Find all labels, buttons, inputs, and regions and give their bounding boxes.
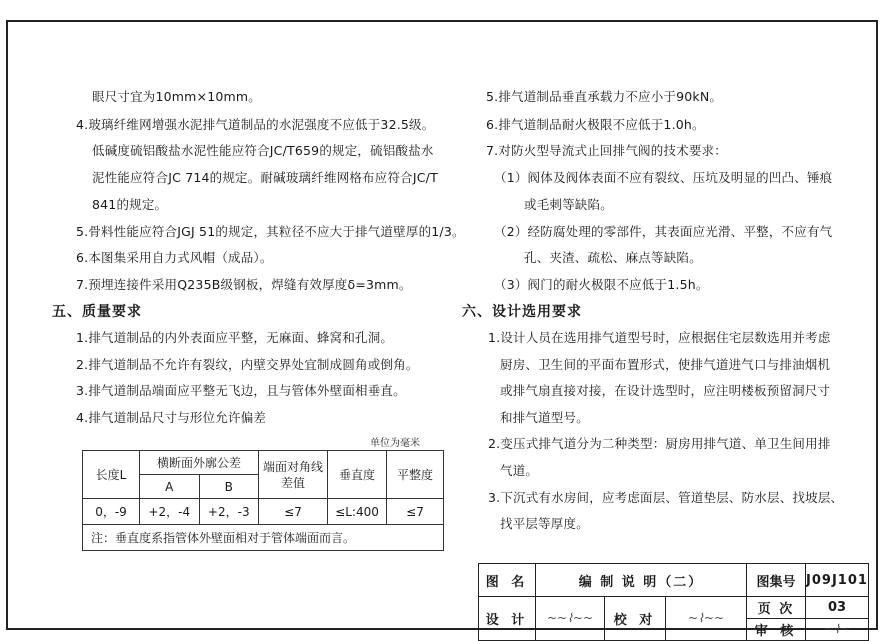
header-flatness: 平整度 (387, 451, 444, 499)
text-line: 厨房、卫生间的平面布置形式，使排气道进气口与排油烟机 (500, 357, 831, 372)
text-line: 眼尺寸宜为10mm×10mm。 (92, 89, 261, 104)
header-b: B (199, 475, 259, 499)
text-line: 6.本图集采用自力式风帽（成品）。 (76, 250, 273, 265)
atlas-number: J09J101 (806, 564, 869, 597)
section-title: 六、设计选用要求 (462, 304, 582, 320)
title-block (478, 563, 869, 641)
text-line: 1.设计人员在选用排气道型号时，应根据住宅层数选用并考虑 (488, 330, 831, 345)
text-line: 低碱度硫铝酸盐水泥性能应符合JC/T659的规定，硫铝酸盐水 (92, 143, 434, 158)
text-line: 4.玻璃纤维网增强水泥排气道制品的水泥强度不应低于32.5级。 (76, 117, 435, 132)
drawing-name: 编 制 说 明（二） (536, 564, 747, 597)
label-design: 设 计 (479, 597, 536, 641)
cell-flatness: ≤7 (387, 499, 444, 525)
cell-end-diagonal: ≤7 (259, 499, 328, 525)
text-line: 1.排气道制品的内外表面应平整，无麻面、蜂窝和孔洞。 (76, 330, 394, 345)
text-line: 5.骨料性能应符合JGJ 51的规定，其粒径不应大于排气道壁厚的1/3。 (76, 224, 465, 239)
label-atlas-number: 图集号 (747, 564, 806, 597)
text-line: 7.预埋连接件采用Q235B级钢板，焊缝有效厚度δ=3mm。 (76, 277, 412, 292)
text-line: 孔、夹渣、疏松、麻点等缺陷。 (524, 250, 702, 265)
header-end-diagonal: 端面对角线差值 (259, 451, 328, 499)
label-drawing-name: 图 名 (479, 564, 536, 597)
designer-signature: ~~⌇~~ (536, 597, 605, 641)
text-line: 或毛刺等缺陷。 (524, 197, 613, 212)
text-line: 3.下沉式有水房间，应考虑面层、管道垫层、防水层、找坡层、 (488, 490, 844, 505)
text-line: 2.变压式排气道分为二种类型：厨房用排气道、单卫生间用排 (488, 436, 831, 451)
text-line: （2）经防腐处理的零部件，其表面应光滑、平整，不应有气 (494, 224, 833, 239)
section-title: 五、质量要求 (52, 304, 142, 320)
reviewer-signature: ~⌇~ (806, 619, 869, 641)
cell-b: +2，-3 (199, 499, 259, 525)
header-length: 长度L (83, 451, 140, 499)
page-number: 03 (806, 597, 869, 619)
table-note: 注：垂直度系指管体外壁面相对于管体端面而言。 (83, 525, 444, 551)
label-review: 审 核 (747, 619, 806, 641)
checker-signature: ~⌇~~ (666, 597, 747, 641)
label-check: 校 对 (605, 597, 666, 641)
label-page: 页 次 (747, 597, 806, 619)
cell-a: +2，-4 (140, 499, 200, 525)
text-line: 3.排气道制品端面应平整无飞边，且与管体外壁面相垂直。 (76, 383, 406, 398)
text-line: 和排气道型号。 (500, 410, 589, 425)
text-line: 7.对防火型导流式止回排气阀的技术要求： (486, 143, 727, 158)
cell-verticality: ≤L:400 (328, 499, 387, 525)
tolerance-table (82, 450, 444, 551)
text-line: （3）阀门的耐火极限不应低于1.5h。 (494, 277, 709, 292)
text-line: 2.排气道制品不允许有裂纹，内壁交界处宜制成圆角或倒角。 (76, 357, 419, 372)
unit-label: 单位为毫米 (370, 438, 420, 449)
text-line: 6.排气道制品耐火极限不应低于1.0h。 (486, 117, 705, 132)
text-line: 4.排气道制品尺寸与形位允许偏差 (76, 410, 267, 425)
text-line: 5.排气道制品垂直承载力不应小于90kN。 (486, 89, 723, 104)
text-line: 泥性能应符合JC 714的规定。耐碱玻璃纤维网格布应符合JC/T (92, 170, 438, 185)
header-section: 横断面外廓公差 (140, 451, 259, 475)
text-line: 或排气扇直接对接，在设计选型时，应注明楼板预留洞尺寸 (500, 383, 831, 398)
cell-length: 0，-9 (83, 499, 140, 525)
text-line: （1）阀体及阀体表面不应有裂纹、压坑及明显的凹凸、锤痕 (494, 170, 833, 185)
text-line: 841的规定。 (92, 197, 168, 212)
header-a: A (140, 475, 200, 499)
text-line: 找平层等厚度。 (500, 516, 589, 531)
text-line: 气道。 (500, 463, 539, 478)
header-verticality: 垂直度 (328, 451, 387, 499)
